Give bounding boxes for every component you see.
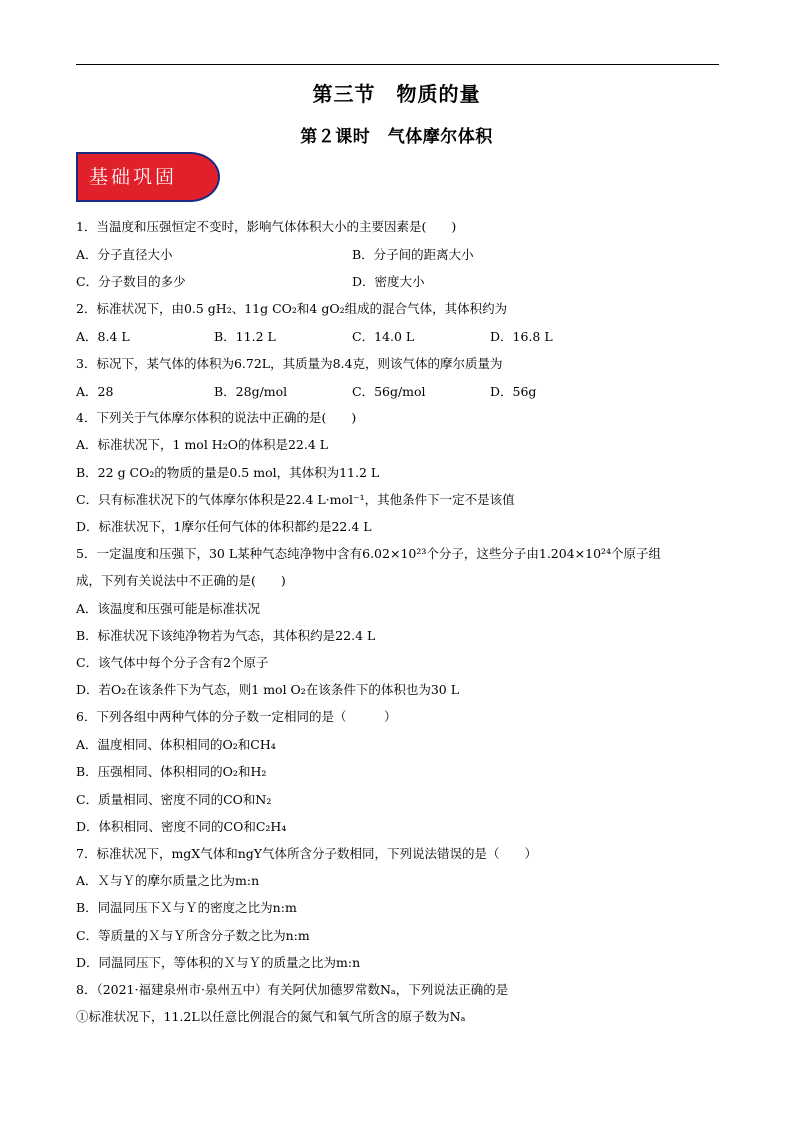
q7-option-b: B．同温同压下Ｘ与Ｙ的密度之比为n:m — [76, 900, 297, 915]
q3-option-c: C．56g/mol — [352, 384, 426, 399]
question-5-stem-line-2: 成，下列有关说法中不正确的是( ) — [76, 573, 286, 588]
question-6-stem: 6．下列各组中两种气体的分子数一定相同的是（ ） — [76, 709, 397, 724]
q2-option-a: A．8.4 L — [76, 329, 130, 344]
q1-option-a: A．分子直径大小 — [76, 247, 173, 262]
q2-option-b: B．11.2 L — [214, 329, 276, 344]
question-8-stem: 8．（2021·福建泉州市·泉州五中）有关阿伏加德罗常数Nₐ，下列说法正确的是 — [76, 982, 509, 997]
q6-option-b: B．压强相同、体积相同的O₂和H₂ — [76, 764, 267, 779]
q3-option-d: D．56g — [490, 384, 537, 399]
section-title: 第三节 物质的量 — [312, 82, 481, 106]
question-1-stem: 1．当温度和压强恒定不变时，影响气体体积大小的主要因素是( ) — [76, 219, 457, 234]
q7-option-d: D．同温同压下，等体积的Ｘ与Ｙ的质量之比为m:n — [76, 955, 361, 970]
q6-option-a: A．温度相同、体积相同的O₂和CH₄ — [76, 737, 276, 752]
q6-option-d: D．体积相同、密度不同的CO和C₂H₄ — [76, 819, 287, 834]
question-7-stem: 7．标准状况下，mgX气体和ngY气体所含分子数相同，下列说法错误的是（ ） — [76, 846, 538, 861]
question-2-stem: 2．标准状况下，由0.5 gH₂、11g CO₂和4 gO₂组成的混合气体，其体积约为 — [76, 301, 508, 316]
header-rule — [76, 64, 719, 65]
q1-option-d: D．密度大小 — [352, 274, 425, 289]
q7-option-a: A．Ｘ与Ｙ的摩尔质量之比为m:n — [76, 873, 260, 888]
q4-option-b: B．22 g CO₂的物质的量是0.5 mol，其体积为11.2 L — [76, 465, 380, 480]
section-banner: 基础巩固 — [76, 152, 220, 202]
q8-statement-1: ①标准状况下，11.2L以任意比例混合的氮气和氧气所含的原子数为Nₐ — [76, 1009, 466, 1024]
q4-option-a: A．标准状况下，1 mol H₂O的体积是22.4 L — [76, 437, 329, 452]
q5-option-b: B．标准状况下该纯净物若为气态，其体积约是22.4 L — [76, 628, 376, 643]
q5-option-a: A．该温度和压强可能是标准状况 — [76, 601, 261, 616]
lesson-title: 第２课时 气体摩尔体积 — [300, 127, 493, 147]
q2-option-c: C．14.0 L — [352, 329, 415, 344]
question-4-stem: 4．下列关于气体摩尔体积的说法中正确的是( ) — [76, 410, 357, 425]
question-3-stem: 3．标况下，某气体的体积为6.72L，其质量为8.4克，则该气体的摩尔质量为 — [76, 356, 503, 371]
q5-option-d: D．若O₂在该条件下为气态，则1 mol O₂在该条件下的体积也为30 L — [76, 682, 459, 697]
q5-option-c: C．该气体中每个分子含有2个原子 — [76, 655, 269, 670]
q3-option-a: A．28 — [76, 384, 114, 399]
question-5-stem-line-1: 5．一定温度和压强下，30 L某种气态纯净物中含有6.02×10²³个分子，这些分子由1.204×10²⁴个原子组 — [76, 546, 662, 561]
q1-option-c: C．分子数目的多少 — [76, 274, 186, 289]
q7-option-c: C．等质量的Ｘ与Ｙ所含分子数之比为n:m — [76, 928, 310, 943]
q6-option-c: C．质量相同、密度不同的CO和N₂ — [76, 792, 272, 807]
q2-option-d: D．16.8 L — [490, 329, 553, 344]
q3-option-b: B．28g/mol — [214, 384, 288, 399]
q4-option-c: C．只有标准状况下的气体摩尔体积是22.4 L·mol⁻¹，其他条件下一定不是该值 — [76, 492, 515, 507]
q4-option-d: D．标准状况下，1摩尔任何气体的体积都约是22.4 L — [76, 519, 372, 534]
q1-option-b: B．分子间的距离大小 — [352, 247, 474, 262]
